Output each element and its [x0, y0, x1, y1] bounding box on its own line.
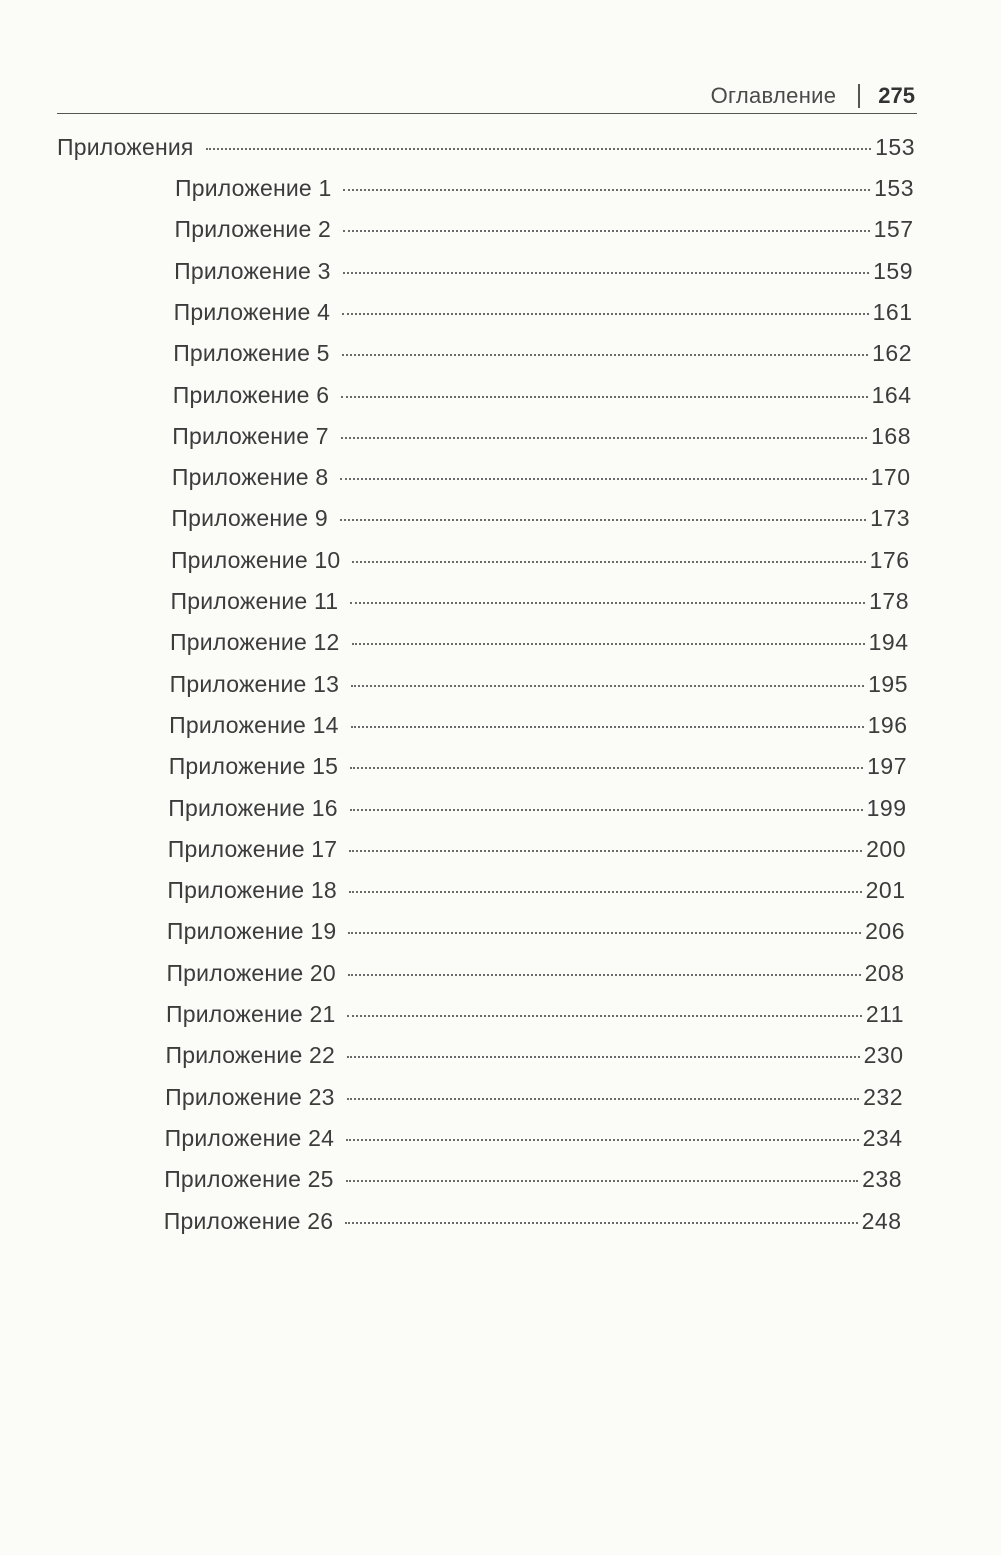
dot-leader [340, 519, 866, 521]
toc-entry-label: Приложение 2 [174, 216, 332, 243]
dot-leader [350, 809, 863, 811]
toc-entry-page: 164 [871, 381, 912, 408]
toc-entry-page: 153 [874, 175, 914, 201]
toc-entry-row[interactable] [168, 793, 906, 823]
dot-leader [345, 1222, 857, 1224]
toc-entry-page: 176 [869, 546, 910, 573]
toc-entry-page: 161 [872, 298, 913, 325]
toc-entry-label: Приложение 19 [166, 918, 337, 945]
dot-leader [343, 189, 870, 191]
toc-entry-page: 232 [863, 1083, 903, 1110]
toc-entry-page: 211 [865, 1001, 904, 1027]
toc-entry-label: Приложение 6 [172, 381, 330, 408]
toc-entry-page: 200 [866, 835, 906, 862]
toc-entry-row[interactable] [167, 875, 905, 905]
toc-entry-row[interactable] [172, 462, 911, 492]
dot-leader [347, 1056, 860, 1058]
dot-leader [346, 1139, 858, 1141]
toc-entry-page: 201 [865, 877, 906, 904]
toc-entry-label: Приложение 26 [163, 1207, 334, 1234]
toc-entry-label: Приложение 8 [171, 464, 329, 491]
toc-section-label: Приложения [57, 134, 194, 160]
toc-entry-row[interactable] [175, 214, 914, 244]
dot-leader [346, 1180, 858, 1182]
toc-entry-row[interactable] [164, 1206, 902, 1236]
toc-entry-row[interactable] [164, 1164, 902, 1194]
toc-entry-page: 159 [873, 257, 913, 284]
toc-entry-row[interactable] [167, 916, 905, 946]
toc-entry-row[interactable] [172, 421, 911, 451]
dot-leader [342, 313, 868, 315]
toc-entry-label: Приложение 9 [171, 505, 328, 532]
toc-entry-page: 248 [861, 1207, 902, 1234]
toc-entry-label: Приложение 10 [170, 546, 341, 573]
toc-entry-page: 170 [870, 464, 911, 491]
toc-entry-row[interactable] [166, 1040, 904, 1070]
header-separator [858, 84, 860, 108]
toc-entry-page: 230 [863, 1042, 904, 1069]
toc-entry-row[interactable] [171, 503, 910, 533]
toc-entry-page: 195 [868, 670, 908, 697]
dot-leader [350, 602, 865, 604]
dot-leader [348, 974, 861, 976]
toc-entry-label: Приложение 23 [165, 1083, 335, 1110]
dot-leader [348, 932, 861, 934]
toc-entry-label: Приложение 15 [168, 753, 339, 780]
dot-leader [351, 685, 864, 687]
running-header [711, 82, 915, 110]
toc-entry-label: Приложение 13 [169, 670, 340, 697]
header-title: Оглавление [710, 83, 837, 108]
toc-entry-label: Приложение 21 [166, 1001, 336, 1027]
dot-leader [343, 230, 870, 232]
toc-entry-page: 178 [869, 588, 909, 614]
toc-entry-page: 168 [871, 422, 911, 449]
toc-entry-page: 234 [862, 1124, 903, 1151]
toc-entry-page: 199 [866, 794, 907, 821]
toc-entry-label: Приложение 11 [170, 588, 339, 614]
toc-entry-label: Приложение 16 [168, 794, 338, 821]
dot-leader [340, 478, 866, 480]
dot-leader [350, 767, 863, 769]
header-page-number: 275 [878, 83, 915, 108]
toc-entry-page: 197 [867, 753, 907, 780]
toc-entry-row[interactable] [169, 710, 907, 740]
dot-leader [349, 850, 862, 852]
toc-entry-label: Приложение 17 [167, 835, 338, 862]
toc-entry-page: 194 [868, 629, 909, 656]
toc-entry-label: Приложение 4 [173, 298, 331, 325]
toc-entry-row[interactable] [174, 256, 913, 286]
header-rule [57, 113, 917, 114]
toc-entry-row[interactable] [168, 834, 906, 864]
toc-entry-page: 238 [862, 1166, 902, 1193]
toc-entry-label: Приложение 3 [174, 257, 331, 284]
dot-leader [341, 437, 867, 439]
dot-leader [347, 1098, 860, 1100]
toc-entry-row[interactable] [171, 545, 910, 575]
toc-entry-page: 157 [873, 216, 914, 243]
toc-entry-label: Приложение 12 [170, 629, 340, 656]
toc-entry-row[interactable] [166, 958, 904, 988]
toc-entry-row[interactable] [174, 297, 913, 327]
toc-entry-row[interactable] [175, 173, 914, 203]
toc-entry-row[interactable] [165, 1123, 903, 1153]
toc-entry-page: 173 [870, 505, 910, 532]
toc-entry-row[interactable] [173, 380, 912, 410]
dot-leader [349, 891, 862, 893]
toc-entry-row[interactable] [165, 1082, 903, 1112]
toc-entry-page: 208 [864, 959, 905, 986]
dot-leader [206, 148, 872, 150]
toc-entry-label: Приложение 5 [173, 340, 330, 367]
toc-entry-row[interactable] [169, 751, 907, 781]
toc-entry-label: Приложение 14 [169, 711, 339, 738]
toc-entry-label: Приложение 20 [166, 959, 336, 986]
toc-entry-row[interactable] [166, 999, 904, 1029]
toc-entry-row[interactable] [170, 627, 908, 657]
dot-leader [342, 354, 868, 356]
toc-entry-label: Приложение 7 [172, 422, 329, 449]
dot-leader [347, 1015, 861, 1017]
dot-leader [352, 561, 865, 563]
toc-entry-row[interactable] [171, 586, 910, 616]
toc-entry-label: Приложение 25 [164, 1166, 334, 1193]
toc-section-row[interactable] [57, 132, 915, 162]
toc-entry-page: 206 [865, 918, 905, 945]
toc-entry-page: 196 [867, 711, 908, 738]
dot-leader [351, 726, 864, 728]
toc-entry-label: Приложение 18 [167, 877, 337, 904]
dot-leader [341, 396, 867, 398]
toc-entry-row[interactable] [173, 338, 912, 368]
toc-entry-page: 162 [872, 340, 912, 367]
toc-entry-label: Приложение 22 [165, 1042, 336, 1069]
toc-section-page: 153 [875, 134, 915, 160]
toc-entry-row[interactable] [170, 669, 908, 699]
dot-leader [352, 643, 865, 645]
dot-leader [343, 272, 870, 274]
toc-entry-label: Приложение 24 [164, 1124, 335, 1151]
toc-entry-label: Приложение 1 [175, 175, 332, 201]
